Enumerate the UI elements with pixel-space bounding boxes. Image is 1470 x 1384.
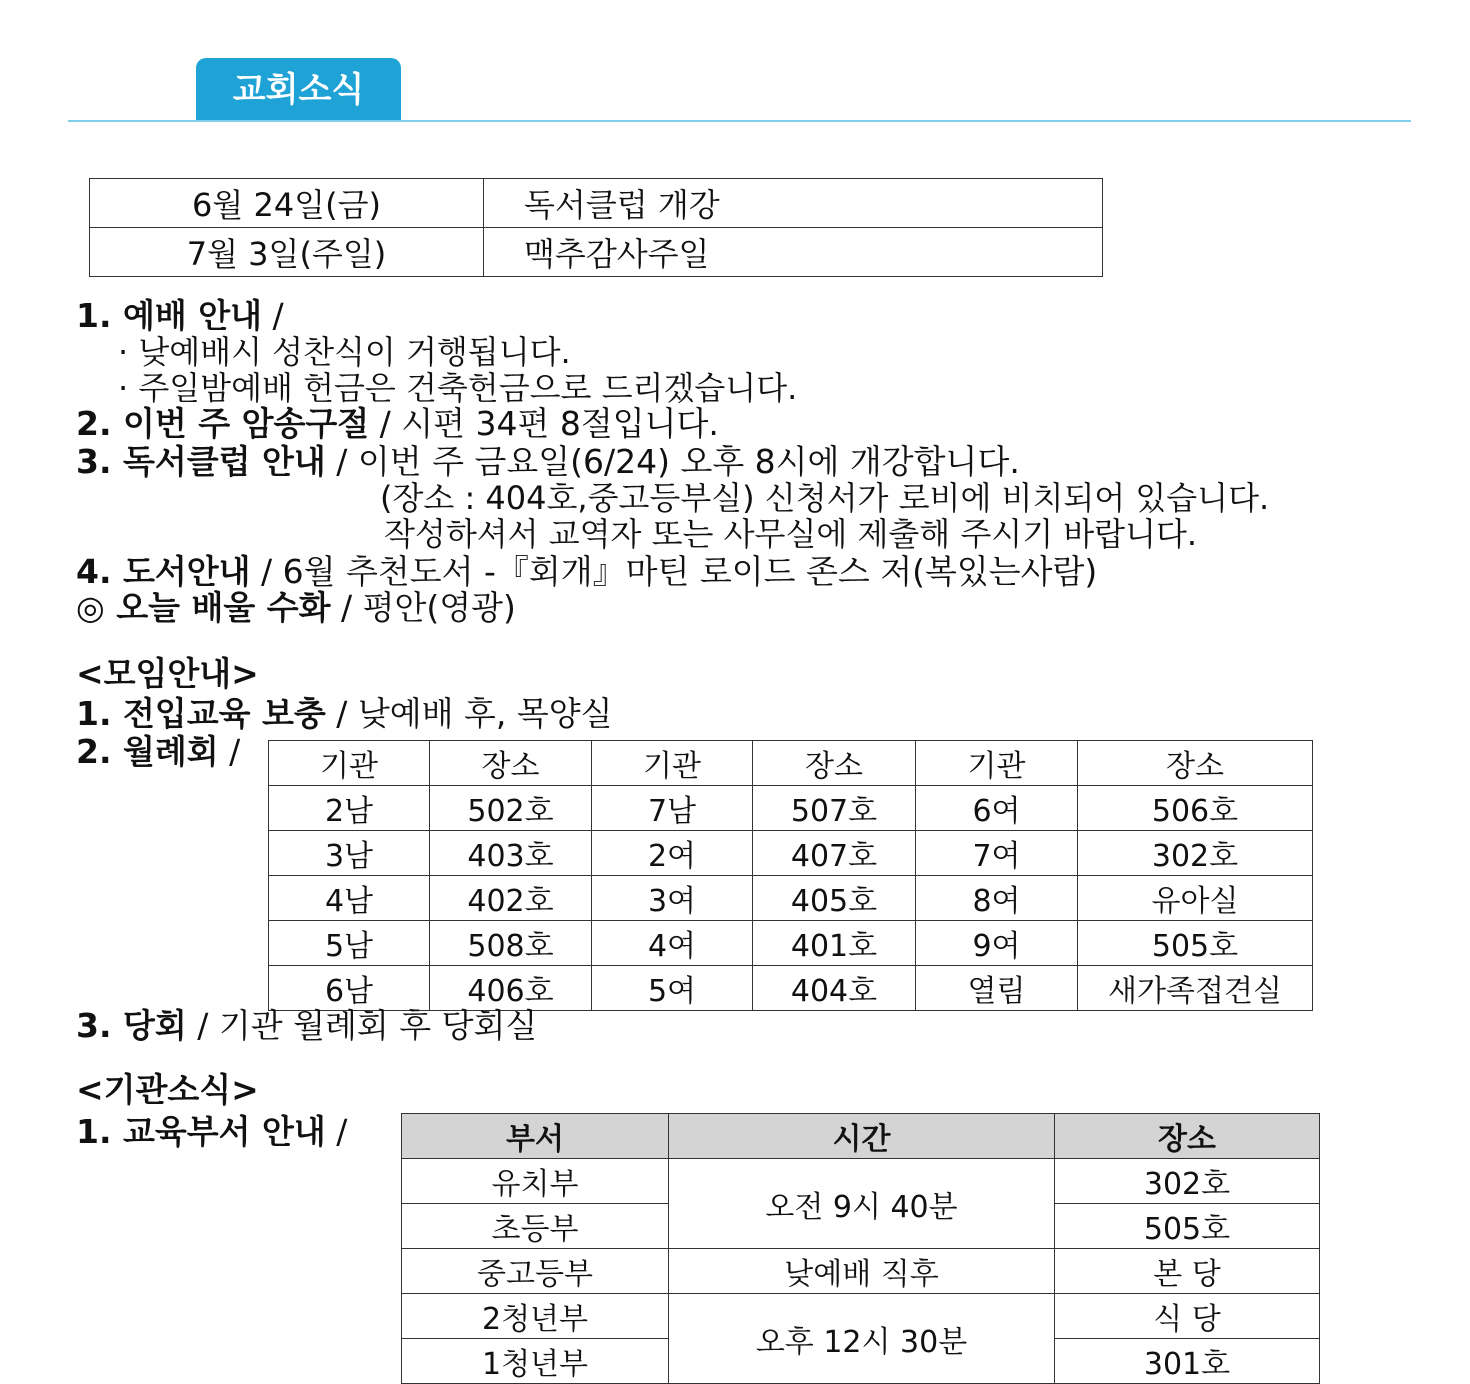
notice-label: 2. 월례회 — [76, 732, 219, 771]
notice-separator: / — [262, 296, 284, 335]
notice-label: ◎ 오늘 배울 수화 — [76, 588, 331, 627]
worship-bullet: · 주일밤예배 헌금은 건축헌금으로 드리겠습니다. — [118, 369, 798, 407]
table-cell: 4여 — [592, 921, 753, 966]
table-cell: 302호 — [1078, 831, 1313, 876]
header-divider — [68, 120, 1411, 122]
place-cell: 505호 — [1055, 1204, 1320, 1249]
time-cell: 오전 9시 40분 — [669, 1159, 1055, 1249]
notice-sign-language — [76, 590, 516, 626]
table-cell: 7남 — [592, 786, 753, 831]
table-cell: 505호 — [1078, 921, 1313, 966]
column-header: 시간 — [669, 1114, 1055, 1159]
table-row — [90, 179, 1103, 228]
column-header: 부서 — [402, 1114, 669, 1159]
notice-book-club — [76, 444, 1020, 480]
table-cell: 6여 — [916, 786, 1078, 831]
event-table — [89, 178, 1103, 277]
org-news-heading — [76, 1072, 259, 1108]
table-row — [269, 831, 1313, 876]
dept-cell: 초등부 — [402, 1204, 669, 1249]
notice-label: 2. 이번 주 암송구절 — [76, 404, 370, 443]
event-date: 7월 3일(주일) — [90, 228, 484, 277]
place-cell: 302호 — [1055, 1159, 1320, 1204]
meeting-item-orientation — [76, 696, 612, 732]
meeting-item-session — [76, 1008, 537, 1044]
table-cell: 2남 — [269, 786, 430, 831]
column-header: 기관 — [269, 741, 430, 786]
table-row — [269, 921, 1313, 966]
column-header: 장소 — [430, 741, 592, 786]
time-cell: 낮예배 직후 — [669, 1249, 1055, 1294]
meetings-heading — [76, 656, 259, 692]
table-cell: 3여 — [592, 876, 753, 921]
notice-text: / 이번 주 금요일(6/24) 오후 8시에 개강합니다. — [325, 442, 1020, 481]
worship-bullet: · 낮예배시 성찬식이 거행됩니다. — [118, 333, 571, 371]
table-header-row — [269, 741, 1313, 786]
table-cell: 6남 — [269, 966, 430, 1011]
book-club-detail: 작성하셔서 교역자 또는 사무실에 제출해 주시기 바랍니다. — [384, 515, 1198, 553]
org-news-item-education — [76, 1114, 347, 1150]
notice-text: / 6월 추천도서 -『회개』마틴 로이드 존스 저(복있는사람) — [250, 552, 1098, 591]
notice-books — [76, 554, 1097, 590]
notice-label: 1. 예배 안내 — [76, 296, 262, 335]
table-cell: 404호 — [753, 966, 916, 1011]
notice-label: 1. 교육부서 안내 — [76, 1112, 326, 1151]
table-cell: 5남 — [269, 921, 430, 966]
table-cell: 403호 — [430, 831, 592, 876]
notice-worship — [76, 298, 284, 334]
table-row — [402, 1294, 1320, 1339]
table-row — [269, 966, 1313, 1011]
dept-cell: 유치부 — [402, 1159, 669, 1204]
meeting-item-monthly — [76, 734, 240, 770]
table-cell: 7여 — [916, 831, 1078, 876]
table-cell: 5여 — [592, 966, 753, 1011]
table-cell: 열림 — [916, 966, 1078, 1011]
column-header: 장소 — [753, 741, 916, 786]
notice-label: 1. 전입교육 보충 — [76, 694, 326, 733]
table-cell: 3남 — [269, 831, 430, 876]
table-row — [269, 876, 1313, 921]
table-cell: 4남 — [269, 876, 430, 921]
notice-separator: / — [218, 732, 241, 771]
monthly-meeting-table — [268, 740, 1313, 1011]
table-cell: 407호 — [753, 831, 916, 876]
event-name: 맥추감사주일 — [484, 228, 1103, 277]
dept-cell: 중고등부 — [402, 1249, 669, 1294]
notice-label: 3. 당회 — [76, 1006, 187, 1045]
notice-text: / 낮예배 후, 목양실 — [325, 694, 613, 733]
table-cell: 506호 — [1078, 786, 1313, 831]
place-cell: 식 당 — [1055, 1294, 1320, 1339]
book-club-detail: (장소 : 404호,중고등부실) 신청서가 로비에 비치되어 있습니다. — [380, 479, 1270, 517]
table-cell: 405호 — [753, 876, 916, 921]
notice-text: / 기관 월례회 후 당회실 — [186, 1006, 538, 1045]
table-cell: 유아실 — [1078, 876, 1313, 921]
table-row — [90, 228, 1103, 277]
education-dept-table — [401, 1113, 1320, 1384]
section-title: 교회소식 — [196, 58, 401, 122]
heading-text: <모임안내> — [76, 654, 259, 693]
table-cell: 새가족접견실 — [1078, 966, 1313, 1011]
event-name: 독서클럽 개강 — [484, 179, 1103, 228]
place-cell: 301호 — [1055, 1339, 1320, 1384]
time-cell: 오후 12시 30분 — [669, 1294, 1055, 1384]
dept-cell: 1청년부 — [402, 1339, 669, 1384]
notice-separator: / — [325, 1112, 348, 1151]
place-cell: 본 당 — [1055, 1249, 1320, 1294]
event-date: 6월 24일(금) — [90, 179, 484, 228]
table-row — [402, 1249, 1320, 1294]
notice-text: / 시편 34편 8절입니다. — [369, 404, 719, 443]
column-header: 기관 — [916, 741, 1078, 786]
table-cell: 502호 — [430, 786, 592, 831]
table-cell: 2여 — [592, 831, 753, 876]
table-cell: 8여 — [916, 876, 1078, 921]
table-cell: 402호 — [430, 876, 592, 921]
table-cell: 9여 — [916, 921, 1078, 966]
table-row — [402, 1159, 1320, 1204]
notice-text: / 평안(영광) — [330, 588, 516, 627]
table-cell: 406호 — [430, 966, 592, 1011]
table-cell: 507호 — [753, 786, 916, 831]
table-cell: 508호 — [430, 921, 592, 966]
dept-cell: 2청년부 — [402, 1294, 669, 1339]
notice-verse — [76, 406, 719, 442]
notice-label: 3. 독서클럽 안내 — [76, 442, 326, 481]
heading-text: <기관소식> — [76, 1070, 259, 1109]
table-row — [269, 786, 1313, 831]
table-cell: 401호 — [753, 921, 916, 966]
notice-label: 4. 도서안내 — [76, 552, 251, 591]
table-header-row — [402, 1114, 1320, 1159]
column-header: 장소 — [1078, 741, 1313, 786]
column-header: 기관 — [592, 741, 753, 786]
column-header: 장소 — [1055, 1114, 1320, 1159]
